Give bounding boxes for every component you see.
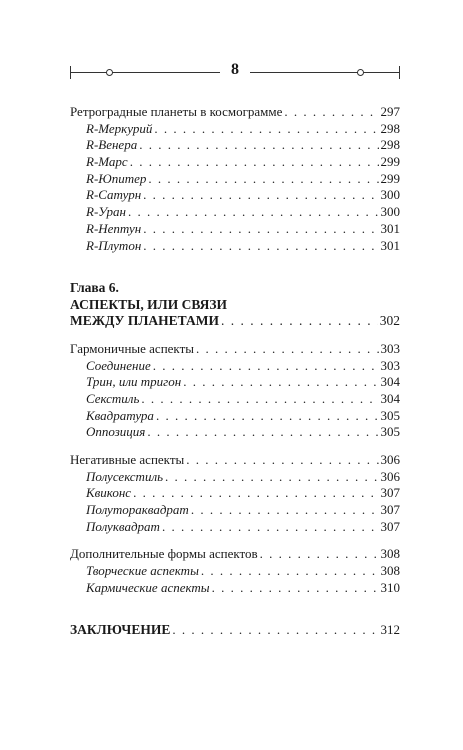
toc-entry-page: 300 bbox=[380, 187, 400, 203]
dot-leader bbox=[284, 104, 378, 121]
toc-subentry[interactable] bbox=[70, 137, 400, 154]
table-of-contents bbox=[70, 104, 400, 638]
toc-entry-page: 299 bbox=[380, 154, 400, 170]
toc-entry-title: Трин, или тригон bbox=[86, 374, 182, 390]
dot-leader bbox=[147, 424, 378, 441]
toc-entry-page: 306 bbox=[380, 452, 400, 467]
dot-leader bbox=[212, 580, 379, 597]
page-header bbox=[70, 58, 400, 88]
dot-leader bbox=[154, 121, 378, 138]
toc-subentry[interactable] bbox=[70, 424, 400, 441]
toc-entry-chapter[interactable] bbox=[70, 313, 400, 330]
toc-entry-page: 312 bbox=[380, 621, 400, 637]
dot-leader bbox=[130, 154, 379, 171]
dot-leader bbox=[139, 137, 378, 154]
toc-subentry[interactable] bbox=[70, 391, 400, 408]
toc-entry-page: 308 bbox=[380, 546, 400, 562]
toc-entry-page: 299 bbox=[380, 170, 400, 186]
toc-subentry[interactable] bbox=[70, 238, 400, 255]
toc-entry-negative[interactable] bbox=[70, 452, 400, 469]
toc-entry-page: 308 bbox=[380, 563, 400, 579]
dot-leader bbox=[153, 358, 379, 375]
dot-leader bbox=[143, 187, 378, 204]
toc-subentry[interactable] bbox=[70, 221, 400, 238]
dot-leader bbox=[143, 238, 378, 255]
toc-entry-conclusion[interactable] bbox=[70, 622, 400, 639]
dot-leader bbox=[221, 313, 378, 330]
dot-leader bbox=[172, 622, 378, 639]
toc-entry-title: Полусекстиль bbox=[86, 468, 164, 484]
dot-leader bbox=[191, 502, 379, 519]
dot-leader bbox=[165, 469, 378, 486]
spacer bbox=[70, 441, 400, 452]
toc-entry-title: R-Марс bbox=[86, 154, 128, 170]
toc-entry-title: Гармоничные аспекты bbox=[70, 340, 194, 356]
toc-subentry[interactable] bbox=[70, 358, 400, 375]
dot-leader bbox=[133, 485, 378, 502]
toc-subentry[interactable] bbox=[70, 374, 400, 391]
dot-leader bbox=[196, 341, 379, 358]
toc-subentry[interactable] bbox=[70, 187, 400, 204]
toc-entry-page: 298 bbox=[380, 120, 400, 136]
toc-entry-page: 307 bbox=[380, 502, 400, 518]
toc-entry-page: 300 bbox=[380, 204, 400, 220]
toc-entry-title: R-Меркурий bbox=[86, 120, 153, 136]
toc-subentry[interactable] bbox=[70, 580, 400, 597]
dot-leader bbox=[183, 374, 378, 391]
toc-subentry[interactable] bbox=[70, 171, 400, 188]
toc-entry-title: Соединение bbox=[86, 357, 151, 373]
toc-subentry[interactable] bbox=[70, 485, 400, 502]
toc-entry-title: Полутораквадрат bbox=[86, 502, 189, 518]
chapter-title-line1: АСПЕКТЫ, ИЛИ СВЯЗИ bbox=[70, 297, 228, 313]
toc-subentry[interactable] bbox=[70, 408, 400, 425]
chapter-label: Глава 6. bbox=[70, 280, 119, 296]
toc-entry-page: 304 bbox=[380, 390, 400, 406]
toc-subentry[interactable] bbox=[70, 154, 400, 171]
toc-entry-page: 301 bbox=[380, 237, 400, 253]
toc-entry-title: Кармические аспекты bbox=[86, 579, 210, 595]
dot-leader bbox=[128, 204, 379, 221]
toc-entry-title: R-Юпитер bbox=[86, 170, 147, 186]
toc-entry-page: 305 bbox=[380, 407, 400, 423]
dot-leader bbox=[148, 171, 378, 188]
dot-leader bbox=[260, 546, 379, 563]
toc-entry-page: 306 bbox=[380, 468, 400, 484]
toc-entry-harmonious[interactable] bbox=[70, 341, 400, 358]
toc-entry-title: Квадратура bbox=[86, 407, 154, 423]
spacer bbox=[70, 597, 400, 622]
toc-subentry[interactable] bbox=[70, 519, 400, 536]
toc-entry-title: Ретроградные планеты в космограмме bbox=[70, 104, 283, 119]
toc-entry-page: 302 bbox=[379, 313, 400, 329]
toc-entry-title: Секстиль bbox=[86, 390, 140, 406]
toc-entry-title: Творческие аспекты bbox=[86, 563, 199, 579]
toc-entry-title: Негативные аспекты bbox=[70, 452, 185, 467]
toc-entry-page: 303 bbox=[380, 357, 400, 373]
toc-entry-page: 307 bbox=[380, 518, 400, 534]
toc-subentry[interactable] bbox=[70, 121, 400, 138]
toc-entry-page: 298 bbox=[380, 137, 400, 153]
toc-entry-page: 305 bbox=[380, 424, 400, 440]
toc-entry-title: ЗАКЛЮЧЕНИЕ bbox=[70, 621, 171, 637]
dot-leader bbox=[143, 221, 378, 238]
toc-entry-title: R-Плутон bbox=[86, 237, 142, 253]
toc-entry-title: R-Венера bbox=[86, 137, 138, 153]
toc-entry-page: 303 bbox=[380, 340, 400, 356]
toc-entry-title: R-Сатурн bbox=[86, 187, 142, 203]
dot-leader bbox=[201, 563, 379, 580]
toc-entry-title: R-Нептун bbox=[86, 220, 142, 236]
toc-entry-title: Дополнительные формы аспектов bbox=[70, 546, 258, 562]
toc-subentry[interactable] bbox=[70, 563, 400, 580]
toc-entry-title: R-Уран bbox=[86, 204, 126, 220]
toc-entry-title: Квиконс bbox=[86, 485, 132, 501]
toc-subentry[interactable] bbox=[70, 469, 400, 486]
toc-entry-page: 307 bbox=[380, 485, 400, 501]
toc-entry-page: 304 bbox=[380, 374, 400, 390]
spacer bbox=[70, 330, 400, 341]
page-number: 8 bbox=[231, 61, 239, 78]
dot-leader bbox=[141, 391, 378, 408]
dot-leader bbox=[186, 452, 378, 469]
toc-entry-title: Полуквадрат bbox=[86, 518, 160, 534]
dot-leader bbox=[156, 408, 379, 425]
chapter-title-line2: МЕЖДУ ПЛАНЕТАМИ bbox=[70, 313, 219, 329]
toc-entry-retrograde[interactable] bbox=[70, 104, 400, 121]
spacer bbox=[70, 535, 400, 546]
toc-entry-additional[interactable] bbox=[70, 546, 400, 563]
toc-subentry[interactable] bbox=[70, 204, 400, 221]
toc-entry-page: 301 bbox=[380, 220, 400, 236]
toc-entry-page: 297 bbox=[380, 104, 400, 119]
toc-entry-title: Оппозиция bbox=[86, 424, 146, 440]
toc-entry-page: 310 bbox=[380, 579, 400, 595]
toc-subentry[interactable] bbox=[70, 502, 400, 519]
dot-leader bbox=[162, 519, 379, 536]
